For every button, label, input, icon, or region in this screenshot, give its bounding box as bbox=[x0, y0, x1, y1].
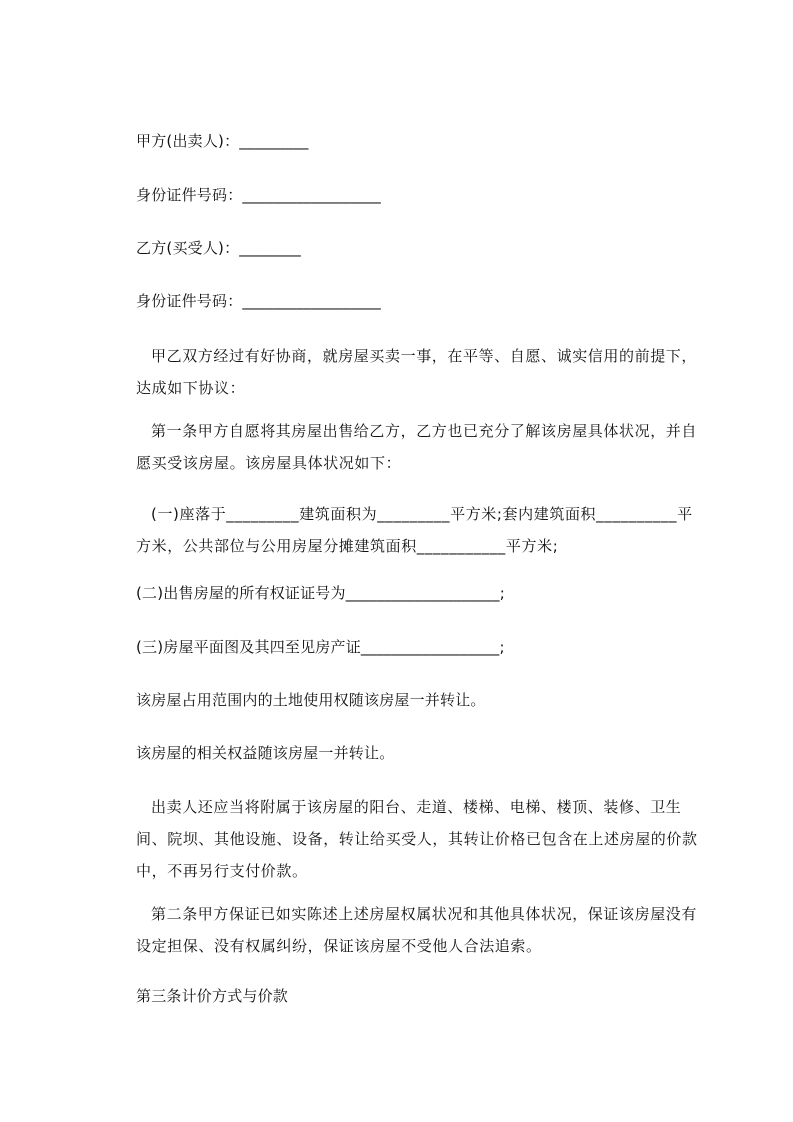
fixtures-paragraph: 出卖人还应当将附属于该房屋的阳台、走道、楼梯、电梯、楼顶、装修、卫生间、院坝、其他设施、设备，转让给买受人，其转让价格已包含在上述房屋的价款中，不再另行支付价款。 bbox=[136, 798, 698, 880]
item-3-line: (三)房屋平面图及其四至见房产证__________________; bbox=[136, 638, 505, 656]
rights-line: 该房屋的相关权益随该房屋一并转让。 bbox=[136, 744, 395, 762]
land-use-line: 该房屋占用范围内的土地使用权随该房屋一并转让。 bbox=[136, 691, 486, 709]
article-1-paragraph: 第一条甲方自愿将其房屋出售给乙方，乙方也已充分了解该房屋具体状况，并自愿买受该房屋。该房屋具体状况如下： bbox=[136, 422, 698, 472]
party-b-line: 乙方(买受人)：________ bbox=[136, 239, 301, 257]
article-2-paragraph: 第二条甲方保证已如实陈述上述房屋权属状况和其他具体状况，保证该房屋没有设定担保、没有权属纠纷，保证该房屋不受他人合法追索。 bbox=[136, 905, 698, 955]
party-b-id-line: 身份证件号码：__________________ bbox=[136, 292, 382, 310]
item-1-paragraph: (一)座落于_________建筑面积为_________平方米;套内建筑面积__________平方米，公共部位与公用房屋分摊建筑面积___________平方米; bbox=[136, 505, 693, 555]
article-3-heading: 第三条计价方式与价款 bbox=[136, 987, 289, 1005]
party-a-id-line: 身份证件号码：__________________ bbox=[136, 186, 382, 204]
party-a-line: 甲方(出卖人)：_________ bbox=[136, 132, 309, 150]
intro-paragraph: 甲乙双方经过有好协商，就房屋买卖一事，在平等、自愿、诚实信用的前提下，达成如下协议： bbox=[136, 347, 698, 397]
item-2-line: (二)出售房屋的所有权证证号为____________________; bbox=[136, 584, 505, 602]
